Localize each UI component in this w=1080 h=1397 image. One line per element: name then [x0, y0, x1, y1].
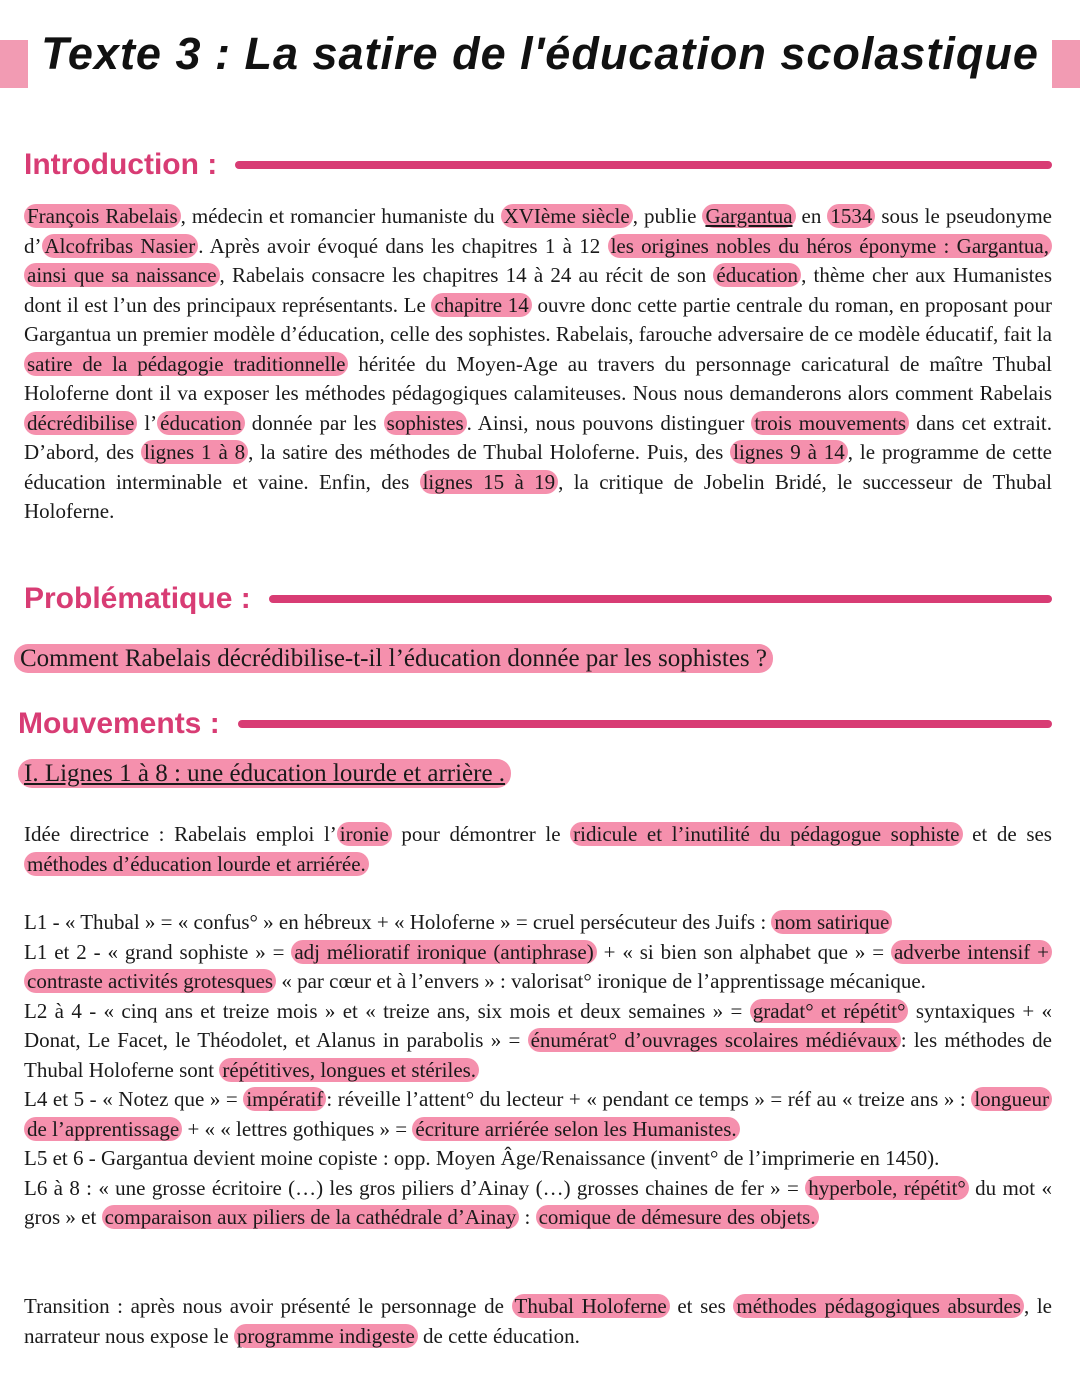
text: + « « lettres gothiques » =: [182, 1116, 413, 1141]
text: « par cœur et à l’envers » : valorisat° ironique de l’apprentissage mécanique.: [276, 969, 926, 993]
movement-1-heading: [18, 760, 511, 788]
text: sous le pseudonyme d’: [24, 204, 1052, 258]
highlight: impératif: [243, 1087, 326, 1111]
highlight: satire de la pédagogie traditionnelle: [24, 352, 348, 376]
highlight: méthodes pédagogiques absurdes: [733, 1294, 1024, 1318]
section-title: Mouvements :: [18, 707, 220, 740]
divider: [269, 595, 1052, 603]
text: donnée par les: [244, 410, 384, 435]
text: L5 et 6 - Gargantua devient moine copiste : opp. Moyen Âge/Renaissance (invent° de l’imprimerie en 1450).: [24, 1146, 940, 1170]
text-line: [24, 1174, 1052, 1233]
highlight: méthodes d’éducation lourde et arriérée.: [24, 852, 369, 876]
text-line: [24, 997, 1052, 1086]
text: L6 à 8 : « une grosse écritoire (…) les gros piliers d’Ainay (…) grosses chaines de fer » =: [24, 1175, 806, 1200]
text: en: [795, 204, 828, 228]
analysis-list: [24, 908, 1052, 1233]
text-line: [24, 1085, 1052, 1144]
divider: [238, 720, 1052, 728]
highlight: les origines nobles du héros éponyme : Gargantua, ainsi que sa naissance: [24, 234, 1052, 288]
highlight: chapitre 14: [431, 293, 531, 317]
text: pour démontrer le: [391, 822, 571, 846]
text: et ses: [669, 1294, 734, 1318]
transition-paragraph: [24, 1292, 1052, 1351]
text: L2 à 4 - « cinq ans et treize mois » et « treize ans, six mois et deux semaines » =: [24, 998, 750, 1023]
highlight: François Rabelais: [24, 204, 181, 228]
section-title: Introduction :: [24, 148, 218, 181]
highlight: éducation: [713, 263, 801, 287]
highlight: ironie: [337, 822, 392, 846]
text: :: [519, 1205, 536, 1229]
highlight: Alcofribas Nasier: [42, 234, 199, 258]
highlight: hyperbole, répétit°: [805, 1176, 969, 1200]
text: , médecin et romancier humaniste du: [180, 204, 501, 228]
highlight: comparaison aux piliers de la cathédrale d’Ainay: [102, 1205, 520, 1229]
text: , thème cher aux Humanistes dont il est l’un des principaux représentants. Le: [24, 263, 1053, 317]
highlight: XVIème siècle: [501, 204, 633, 228]
highlight: nom satirique: [771, 910, 892, 934]
text-line: [24, 820, 1052, 879]
highlight: longueur de l’apprentissage: [24, 1087, 1052, 1141]
text-line: [24, 202, 1052, 527]
text: . Après avoir évoqué dans les chapitres 1 à 12: [198, 233, 608, 258]
text: l’: [137, 410, 158, 435]
text: , la satire des méthodes de Thubal Holoferne. Puis, des: [248, 440, 731, 464]
highlight: ridicule et l’inutilité du pédagogue sophiste: [570, 822, 962, 846]
section-header-problematique: [24, 582, 1052, 616]
text: du mot « gros » et: [24, 1175, 1052, 1229]
highlight: lignes 15 à 19: [420, 470, 559, 494]
highlight: adverbe intensif + contraste activités grotesques: [24, 940, 1052, 994]
text: syntaxiques + « Donat, Le Facet, le Théodolet, et Alanus in parabolis » =: [24, 998, 1053, 1052]
highlight: lignes 1 à 8: [141, 440, 248, 464]
text: . Ainsi, nous pouvons distinguer: [466, 410, 752, 435]
highlight: Thubal Holoferne: [512, 1294, 670, 1318]
section-header-introduction: [24, 148, 1052, 182]
idee-directrice: [24, 820, 1052, 879]
text: et de ses: [962, 822, 1052, 846]
highlight: trois mouvements: [751, 411, 909, 435]
text: , publie: [632, 204, 703, 228]
section-header-mouvements: [18, 707, 1052, 741]
highlight: éducation: [157, 411, 245, 435]
movement-1-text: I. Lignes 1 à 8 : une éducation lourde et arrière .: [18, 759, 511, 788]
text: , le narrateur nous expose le: [24, 1294, 1053, 1348]
text: Transition : après nous avoir présenté le personnage de: [24, 1294, 512, 1318]
question-text: Comment Rabelais décrédibilise-t-il l’éducation donnée par les sophistes ?: [14, 644, 773, 673]
intro-paragraph: [24, 202, 1052, 527]
section-title: Problématique :: [24, 582, 251, 615]
highlight: répétitives, longues et stériles.: [219, 1058, 479, 1082]
problematique-question: [14, 645, 773, 673]
text: de cette éducation.: [417, 1323, 580, 1348]
text: L1 - « Thubal » = « confus° » en hébreux + « Holoferne » = cruel persécuteur des Juifs :: [24, 910, 772, 934]
text: Idée directrice : Rabelais emploi l’: [24, 822, 337, 846]
text: : les méthodes de Thubal Holoferne sont: [24, 1028, 1052, 1082]
text: héritée du Moyen-Age au travers du personnage caricatural de maître Thubal Holoferne dont il va exposer les méthodes pédagogiques calamiteuses. Nous nous demanderons alors comment Rabelais: [24, 351, 1052, 405]
text: + « si bien son alphabet que » =: [596, 939, 891, 964]
highlight: programme indigeste: [234, 1324, 418, 1348]
text-line: [24, 1292, 1052, 1351]
highlight: décrédibilise: [24, 411, 137, 435]
highlight: comique de démesure des objets.: [536, 1205, 819, 1229]
text: L4 et 5 - « Notez que » =: [24, 1087, 244, 1111]
highlight: gradat° et répétit°: [750, 999, 909, 1023]
text: , la critique de Jobelin Bridé, le successeur de Thubal Holoferne.: [24, 469, 1052, 523]
divider: [235, 161, 1052, 169]
highlight: 1534: [827, 204, 875, 228]
text: : réveille l’attent° du lecteur + « pendant ce temps » = réf au « treize ans » :: [326, 1087, 972, 1111]
text: , Rabelais consacre les chapitres 14 à 24 au récit de son: [219, 263, 714, 287]
highlight: adj mélioratif ironique (antiphrase): [291, 940, 596, 964]
highlight: Gargantua: [702, 204, 795, 228]
text: dans cet extrait. D’abord, des: [24, 410, 1052, 464]
highlight: sophistes: [384, 411, 467, 435]
text-line: [24, 1144, 1052, 1174]
text: ouvre donc cette partie centrale du roman, en proposant pour Gargantua un premier modèle d’éducation, celle des sophistes. Rabelais, farouche adversaire de ce modèle éducatif, fait la: [24, 292, 1052, 346]
highlight: écriture arriérée selon les Humanistes.: [412, 1117, 739, 1141]
text: L1 et 2 - « grand sophiste » =: [24, 939, 292, 964]
text-line: [24, 938, 1052, 997]
highlight: lignes 9 à 14: [730, 440, 848, 464]
text-line: [24, 908, 1052, 938]
text: , le programme de cette éducation interminable et vaine. Enfin, des: [24, 440, 1053, 494]
page-title: Texte 3 : La satire de l'éducation scolastique: [41, 28, 1039, 79]
highlight: énumérat° d’ouvrages scolaires médiévaux: [528, 1028, 901, 1052]
